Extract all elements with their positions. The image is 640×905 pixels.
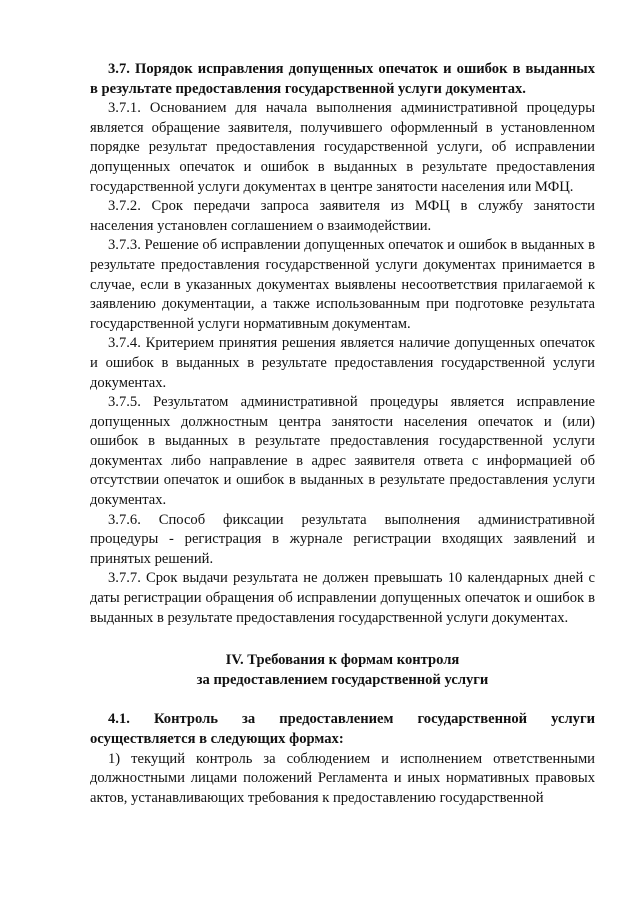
spacer	[90, 628, 595, 651]
section-3-7-heading: 3.7. Порядок исправления допущенных опечаток и ошибок в выданных в результате предоставления государственной услуги документах.	[90, 61, 595, 97]
paragraph-3-7-4: 3.7.4. Критерием принятия решения является наличие допущенных опечаток и ошибок в выданных в результате предоставления государственной услуги документах.	[90, 335, 595, 391]
paragraph-3-7-3: 3.7.3. Решение об исправлении допущенных опечаток и ошибок в выданных в результате предоставления государственной услуги документах принимается в случае, если в указанных документах выявлены несоответствия прилагаемой к заявлению документации, а также использованным при подготовке результата государственной услуги нормативным документам.	[90, 237, 595, 332]
section-4-title-line-2: за предоставлением государственной услуги	[196, 671, 489, 688]
paragraph-3-7-5: 3.7.5. Результатом административной процедуры является исправление допущенных должностным центра занятости населения опечаток и (или) ошибок в выданных в результате предоставления государственной услуги документах либо направление в адрес заявителя ответа с информацией об отсутствии опечаток и ошибок в выданных в результате предоставления услуги документах.	[90, 394, 595, 509]
paragraph-3-7-1: 3.7.1. Основанием для начала выполнения административной процедуры является обращение заявителя, получившего оформленный в установленном порядке результат предоставления государственной услуги, об исправлении допущенных опечаток и ошибок в выданных в результате предоставления государственной услуги документах в центре занятости населения или МФЦ.	[90, 100, 595, 195]
paragraph-3-7-6: 3.7.6. Способ фиксации результата выполнения административной процедуры - регистрация в журнале регистрации входящих заявлений и принятых решений.	[90, 511, 595, 567]
paragraph-4-1-item-1: 1) текущий контроль за соблюдением и исполнением ответственными должностными лицами положений Регламента и иных нормативных правовых актов, устанавливающих требования к предоставлению государственной	[90, 750, 595, 806]
spacer	[90, 690, 595, 710]
paragraph-3-7-2: 3.7.2. Срок передачи запроса заявителя из МФЦ в службу занятости населения установлен соглашением о взаимодействии.	[90, 198, 595, 234]
paragraph-3-7-7: 3.7.7. Срок выдачи результата не должен превышать 10 календарных дней с даты регистрации обращения об исправлении допущенных опечаток и ошибок в выданных в результате предоставления государственной услуги документах.	[90, 570, 595, 626]
section-4-1-heading: 4.1. Контроль за предоставлением государственной услуги осуществляется в следующих формах:	[90, 711, 595, 747]
section-4-title-line-1: IV. Требования к формам контроля	[225, 652, 460, 669]
document-page	[90, 60, 595, 808]
